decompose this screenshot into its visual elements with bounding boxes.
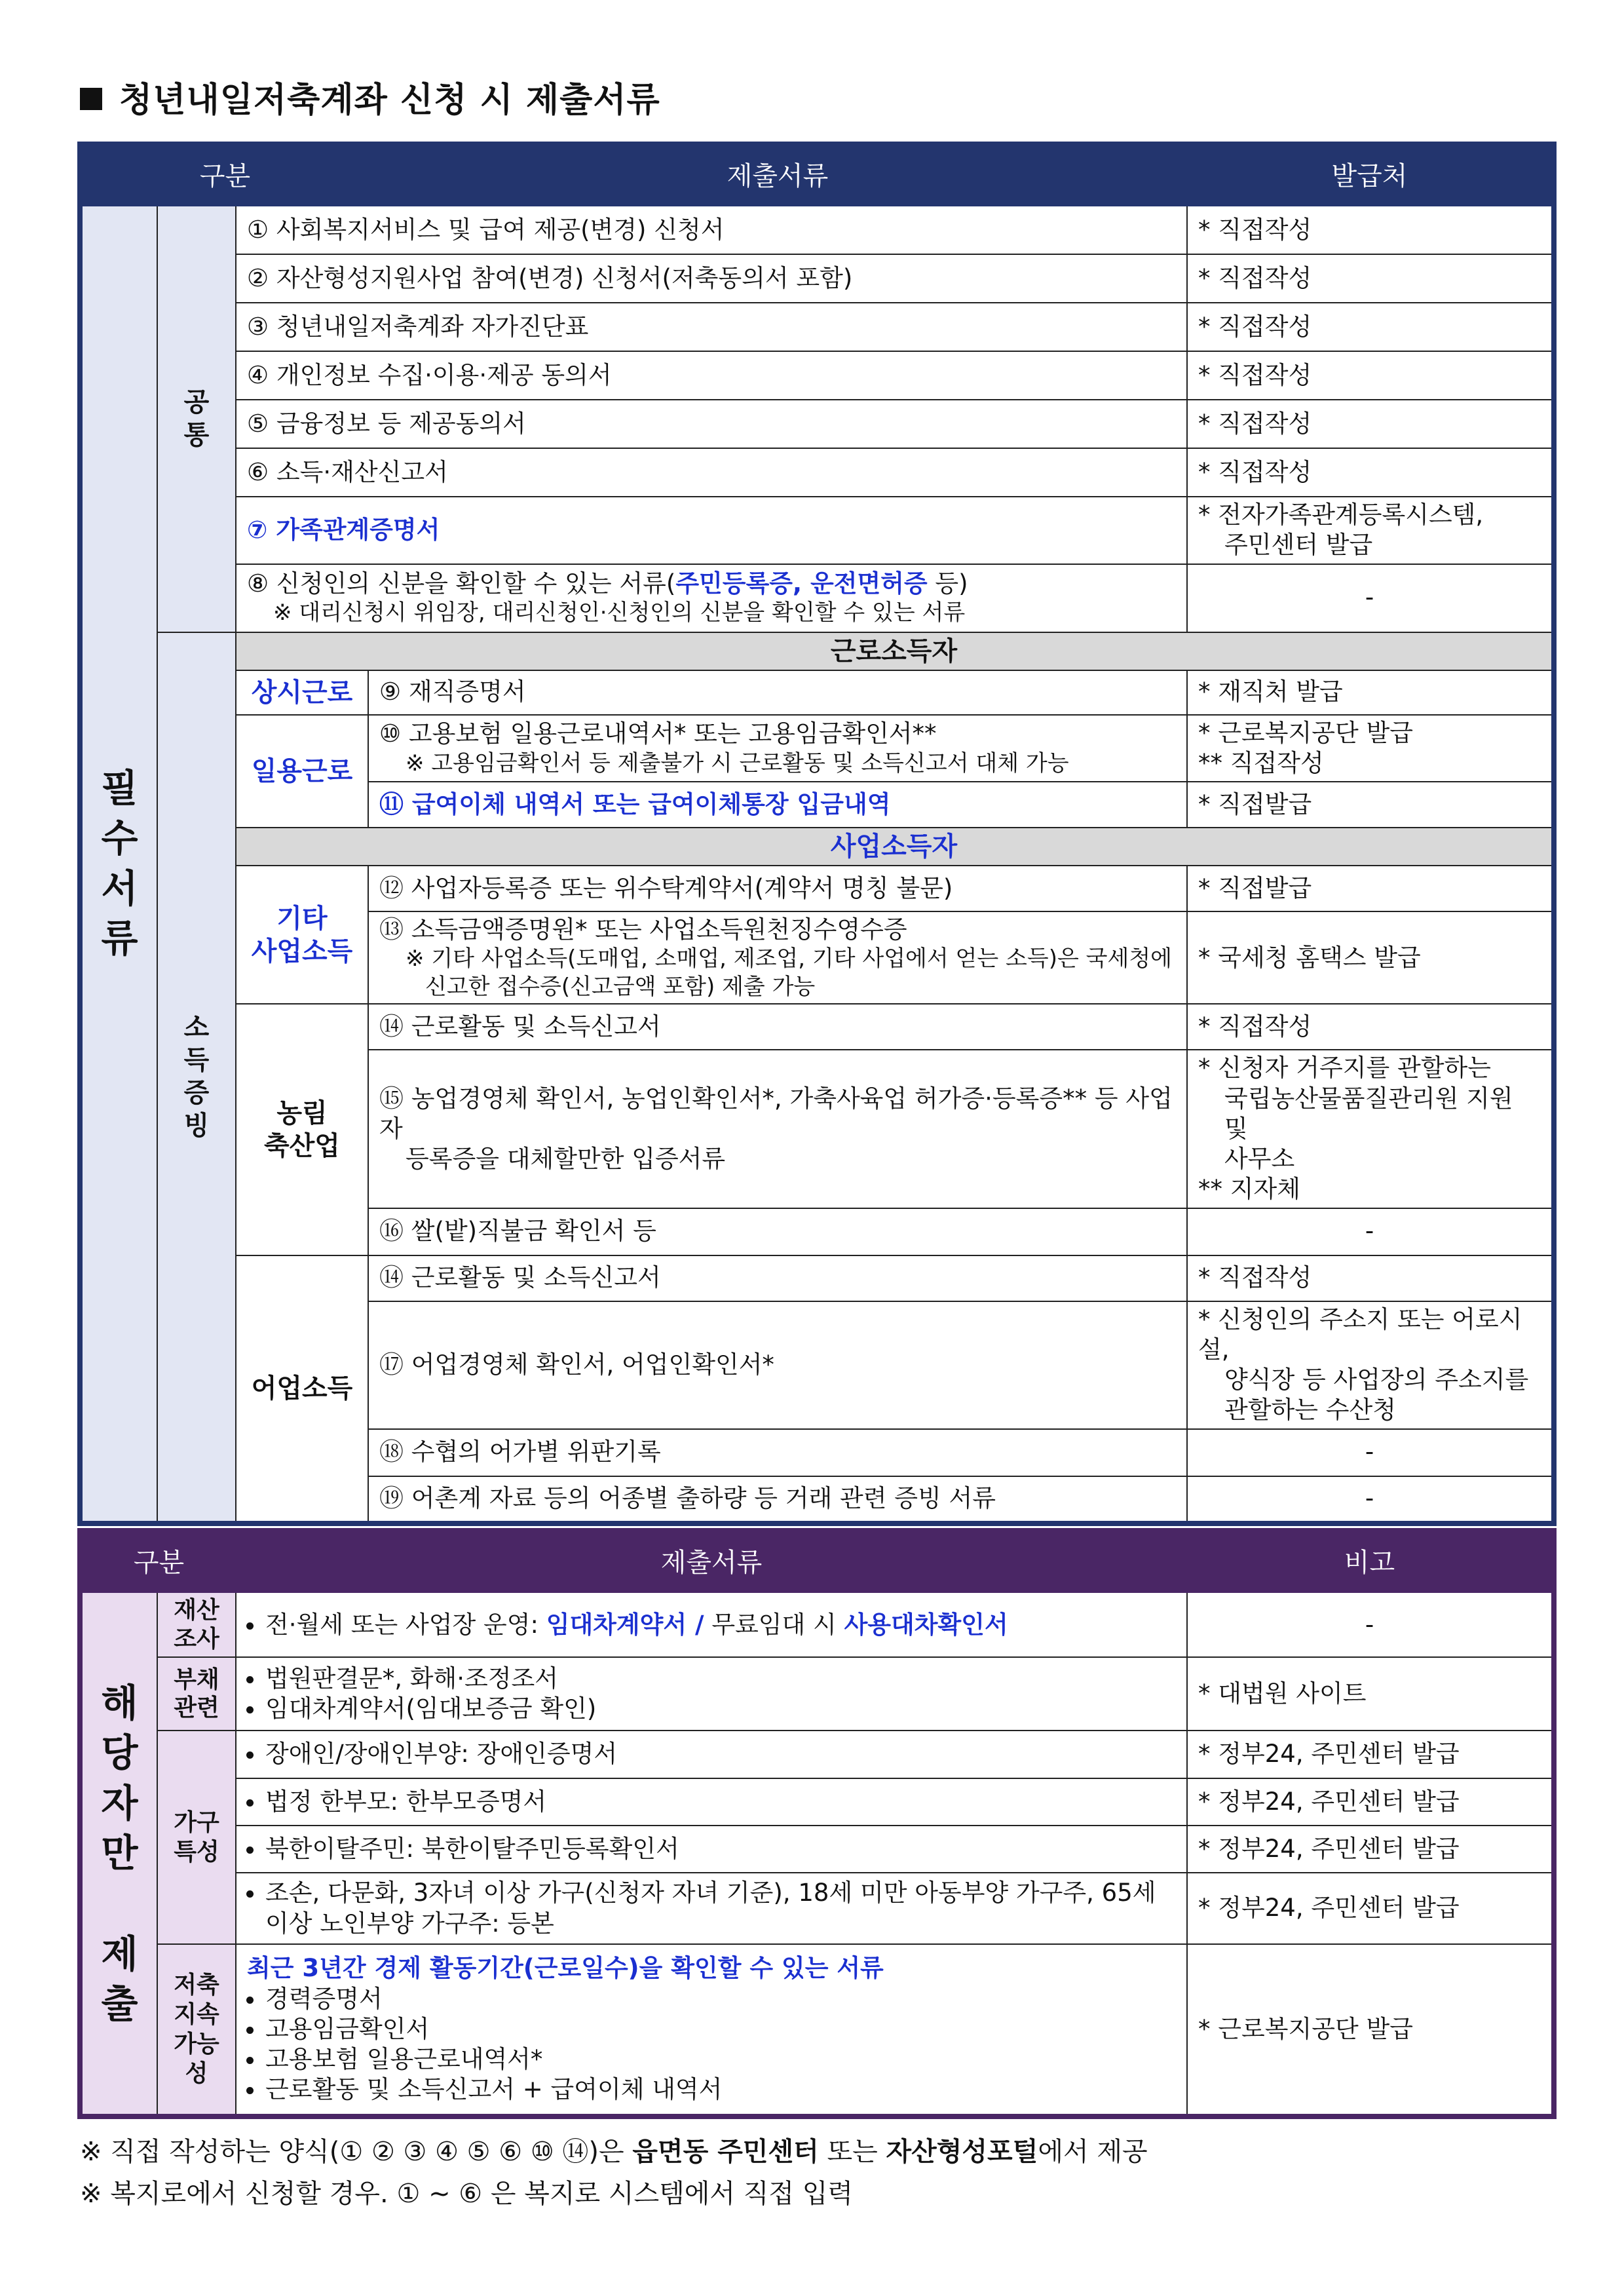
issuer-cell: * 근로복지공단 발급 ** 직접작성 [1187,715,1554,782]
footnote-bokjiro: ※ 복지로에서 신청할 경우. ① ~ ⑥ 은 복지로 시스템에서 직접 입력 [80,2179,854,2209]
asset-survey-label: 재산 조사 [157,1592,236,1656]
household-label: 가구 특성 [157,1731,236,1943]
doc-row: ① 사회복지서비스 및 급여 제공(변경) 신청서 [236,206,1187,254]
footnote-direct-forms: ※ 직접 작성하는 양식(① ② ③ ④ ⑤ ⑥ ⑩ ⑭)은 읍면동 주민센터 또는 자산형성포털에서 제공 [80,2137,1148,2167]
doc-row: • 법정 한부모: 한부모증명서 [236,1778,1187,1826]
doc-row: ⑭ 근로활동 및 소득신고서 [368,1255,1187,1301]
doc-row: ⑬ 소득금액증명원* 또는 사업소득원천징수영수증 ※ 기타 사업소득(도매업, 소매업, 제조업, 기타 사업에서 얻는 소득)은 국세청에 신고한 접수증(신고금액 포함) 제출 가능 [368,911,1187,1004]
doc-row: ⑱ 수협의 어가별 위판기록 [368,1429,1187,1476]
doc-row: ⑨ 재직증명서 [368,670,1187,715]
issuer-cell: * 직접작성 [1187,254,1554,303]
issuer-cell: * 직접작성 [1187,206,1554,254]
doc-row: • 조손, 다문화, 3자녀 이상 가구(신청자 자녀 기준), 18세 미만 아동부양 가구주, 65세 이상 노인부양 가구주: 등본 [236,1873,1187,1943]
issuer-cell: - [1187,1208,1554,1255]
band-business-income: 사업소득자 [236,828,1554,866]
debt-label: 부채 관련 [157,1657,236,1731]
issuer-cell: - [1187,1476,1554,1523]
issuer-cell: * 직접발급 [1187,866,1554,911]
note-cell: - [1187,1592,1554,1656]
issuer-cell: - [1187,564,1554,632]
doc-note: ※ 대리신청시 위임장, 대리신청인·신청인의 신분을 확인할 수 있는 서류 [273,600,966,626]
category-fishery: 어업소득 [236,1255,368,1523]
note-cell: * 대법원 사이트 [1187,1657,1554,1731]
issuer-cell: * 직접발급 [1187,782,1554,828]
doc-row: ⑮ 농업경영체 확인서, 농업인확인서*, 가축사육업 허가증·등록증** 등 사업자 등록증을 대체할만한 입증서류 [368,1050,1187,1208]
header-documents: 제출서류 [368,144,1187,206]
page-title: 청년내일저축계좌 신청 시 제출서류 [80,72,660,121]
header-category: 구분 [80,1531,236,1592]
doc-row: • 법원판결문*, 화해·조정조서 • 임대차계약서(임대보증금 확인) [236,1657,1187,1731]
applicable-only-label: 해 당 자 만 제 출 [80,1592,157,2116]
doc-row: ⑭ 근로활동 및 소득신고서 [368,1004,1187,1050]
doc-row: • 장애인/장애인부양: 장애인증명서 [236,1731,1187,1778]
issuer-cell: * 신청자 거주지를 관할하는 국립농산물품질관리원 지원 및 사무소 ** 지자체 [1187,1050,1554,1208]
note-cell: * 근로복지공단 발급 [1187,1944,1554,2116]
note-cell: * 정부24, 주민센터 발급 [1187,1731,1554,1778]
note-cell: * 정부24, 주민센터 발급 [1187,1873,1554,1943]
issuer-cell: * 직접작성 [1187,448,1554,497]
income-proof-label: 소 득 증 빙 [157,632,236,1523]
conditional-documents-table [77,1528,1557,2119]
issuer-cell: * 직접작성 [1187,1255,1554,1301]
doc-row-payroll-transfer: ⑪ 급여이체 내역서 또는 급여이체통장 입금내역 [368,782,1187,828]
common-label: 공 통 [157,206,236,632]
issuer-cell: * 직접작성 [1187,1004,1554,1050]
doc-row: • 전·월세 또는 사업장 운영: 임대차계약서 / 무료임대 시 사용대차확인서 [236,1592,1187,1656]
category-other-business: 기타 사업소득 [236,866,368,1004]
issuer-cell: * 전자가족관계등록시스템, 주민센터 발급 [1187,497,1554,564]
doc-row-id-documents: ⑧ 신청인의 신분을 확인할 수 있는 서류(주민등록증, 운전면허증 등) ※ 대리신청시 위임장, 대리신청인·신청인의 신분을 확인할 수 있는 서류 [236,564,1187,632]
doc-row: • 북한이탈주민: 북한이탈주민등록확인서 [236,1826,1187,1873]
band-employee-income: 근로소득자 [236,632,1554,670]
required-docs-label: 필 수 서 류 [80,206,157,1523]
header-category: 구분 [80,144,368,206]
doc-row: ⑩ 고용보험 일용근로내역서* 또는 고용임금확인서** ※ 고용임금확인서 등 제출불가 시 근로활동 및 소득신고서 대체 가능 [368,715,1187,782]
doc-row-family-certificate: ⑦ 가족관계증명서 [236,497,1187,564]
doc-row: ② 자산형성지원사업 참여(변경) 신청서(저축동의서 포함) [236,254,1187,303]
doc-row: ⑲ 어촌계 자료 등의 어종별 출하량 등 거래 관련 증빙 서류 [368,1476,1187,1523]
doc-row: ⑰ 어업경영체 확인서, 어업인확인서* [368,1301,1187,1429]
header-documents: 제출서류 [236,1531,1187,1592]
category-regular-work: 상시근로 [236,670,368,715]
note-cell: * 정부24, 주민센터 발급 [1187,1826,1554,1873]
doc-row: ⑯ 쌀(밭)직불금 확인서 등 [368,1208,1187,1255]
doc-row: 최근 3년간 경제 활동기간(근로일수)을 확인할 수 있는 서류 • 경력증명서 • 고용임금확인서 • 고용보험 일용근로내역서* • 근로활동 및 소득신고서 + 급여이체 내역서 [236,1944,1187,2116]
required-documents-table [77,142,1557,1526]
doc-row: ④ 개인정보 수집·이용·제공 동의서 [236,351,1187,400]
doc-row: ⑫ 사업자등록증 또는 위수탁계약서(계약서 명칭 불문) [368,866,1187,911]
issuer-cell: * 신청인의 주소지 또는 어로시설, 양식장 등 사업장의 주소지를 관할하는 수산청 [1187,1301,1554,1429]
issuer-cell: * 재직처 발급 [1187,670,1554,715]
square-bullet-icon [80,88,102,110]
doc-row: ⑥ 소득·재산신고서 [236,448,1187,497]
note-cell: * 정부24, 주민센터 발급 [1187,1778,1554,1826]
doc-row: ⑤ 금융정보 등 제공동의서 [236,400,1187,448]
savings-sustainability-label: 저축 지속 가능 성 [157,1944,236,2116]
header-issuer: 발급처 [1187,144,1554,206]
issuer-cell: * 직접작성 [1187,303,1554,351]
issuer-cell: * 국세청 홈택스 발급 [1187,911,1554,1004]
doc-row: ③ 청년내일저축계좌 자가진단표 [236,303,1187,351]
category-daily-work: 일용근로 [236,715,368,828]
issuer-cell: - [1187,1429,1554,1476]
category-agriculture: 농림 축산업 [236,1004,368,1255]
header-note: 비고 [1187,1531,1554,1592]
issuer-cell: * 직접작성 [1187,400,1554,448]
issuer-cell: * 직접작성 [1187,351,1554,400]
